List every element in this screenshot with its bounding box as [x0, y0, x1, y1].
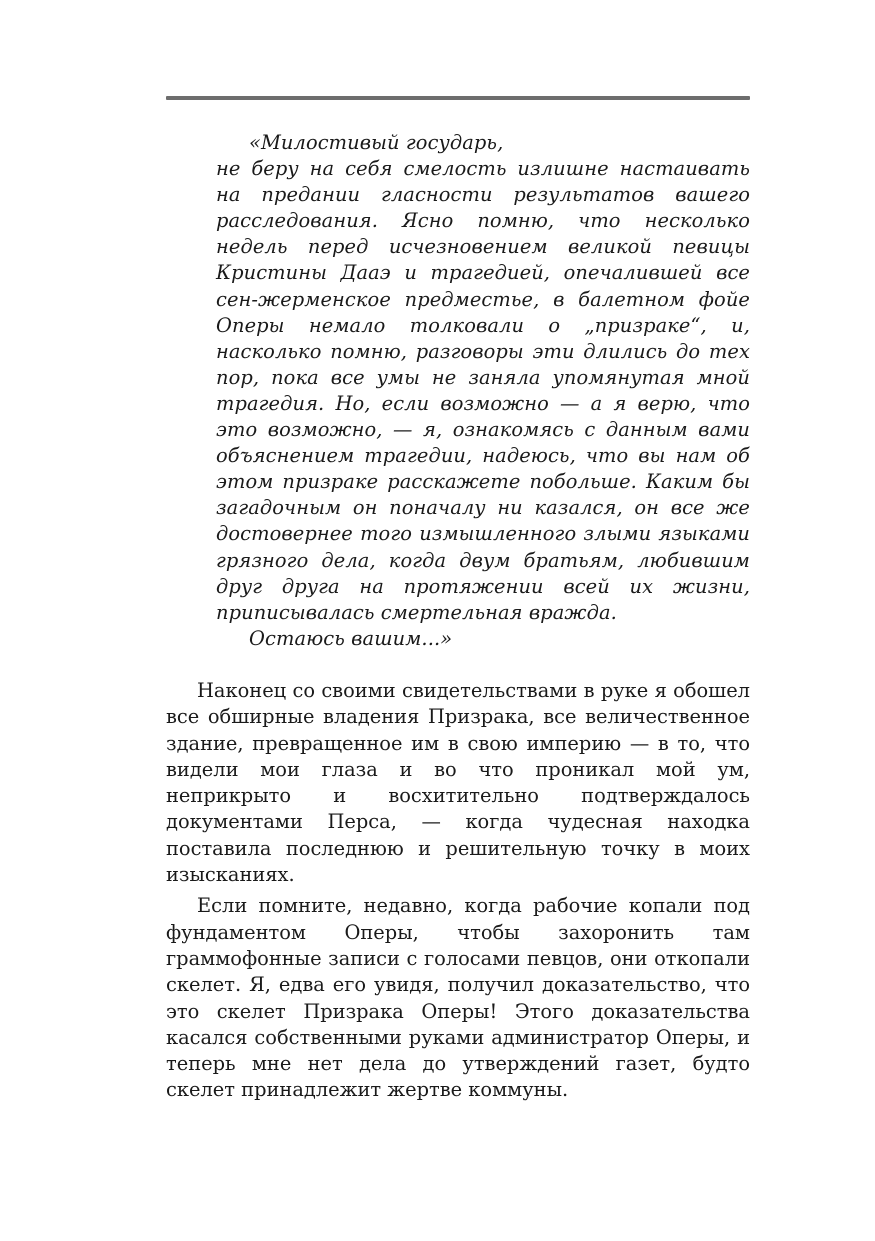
letter-closing: Остаюсь вашим...» [249, 626, 453, 650]
letter-block [216, 130, 750, 652]
letter-body: не беру на себя смелость излишне настаивать на предании гласности результатов вашего расследования. Ясно помню, что несколько недель перед исчезновением великой певицы Кристины Дааэ и трагедией, опечалившей все сен-жерменское предместье, в балетном фойе Оперы немало толковали о „призраке“, и, насколько помню, разговоры эти длились до тех пор, пока все умы не заняла упомянутая мной трагедия. Но, если возможно — а я верю, что это возможно, — я, ознакомясь с данным вами объяснением трагедии, надеюсь, что вы нам об этом призраке расскажете побольше. Каким бы загадочным он поначалу ни казался, он все же достовернее того измышленного злыми языками грязного дела, когда двум братьям, любившим друг друга на протяжении всей их жизни, приписывалась смертельная вражда. [216, 157, 750, 624]
paragraph: Если помните, недавно, когда рабочие копали под фундаментом Оперы, чтобы захоронить там граммофонные записи с голосами певцов, они откопали скелет. Я, едва его увидя, получил доказательство, что это скелет Призрака Оперы! Этого доказательства касался собственными руками администратор Оперы, и теперь мне нет дела до утверждений газет, будто скелет принадлежит жертве коммуны. [166, 894, 750, 1102]
main-text [166, 678, 750, 1104]
paragraph: Наконец со своими свидетельствами в руке я обошел все обширные владения Призрака, все величественное здание, превращенное им в свою империю — в то, что видели мои глаза и во что проникал мой ум, неприкрыто и восхитительно подтверждалось документами Перса, — когда чудесная находка поставила последнюю и решительную точку в моих изысканиях. [166, 679, 750, 887]
top-rule [166, 96, 750, 100]
letter-salutation: «Милостивый государь, [249, 131, 504, 154]
